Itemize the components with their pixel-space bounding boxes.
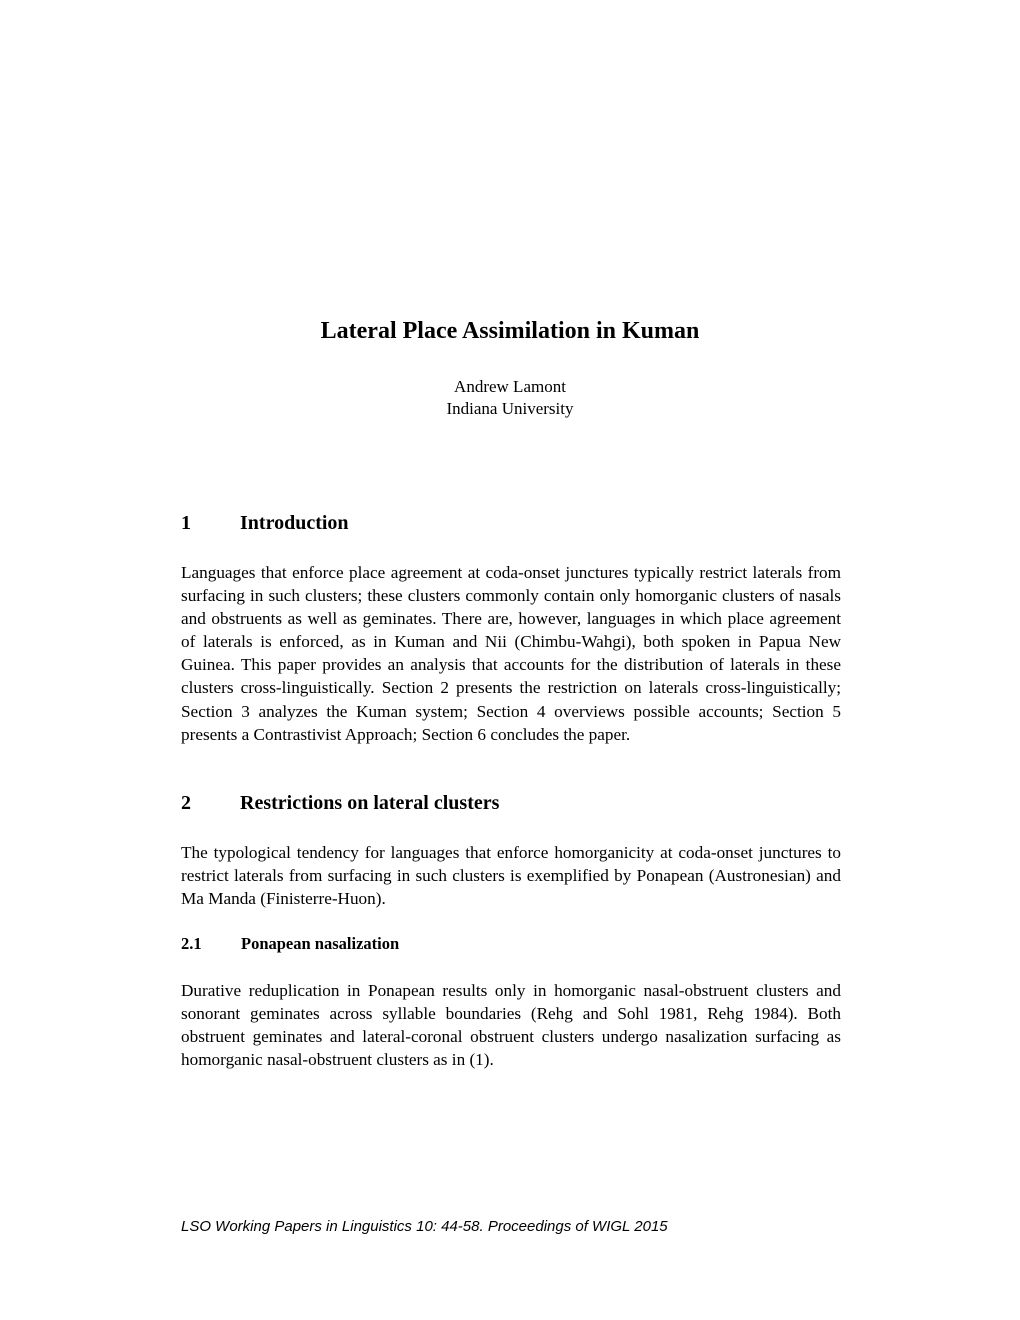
page-footer: LSO Working Papers in Linguistics 10: 44-58. Proceedings of WIGL 2015 — [181, 1218, 668, 1235]
paper-title: Lateral Place Assimilation in Kuman — [320, 318, 700, 344]
subsection-title: Ponapean nasalization — [241, 934, 400, 953]
author-block — [0, 376, 1020, 420]
section-title: Introduction — [240, 512, 349, 534]
subsection-number: 2.1 — [181, 934, 202, 953]
author-affiliation: Indiana University — [446, 399, 574, 418]
section-number: 2 — [181, 792, 191, 814]
introduction-paragraph: Languages that enforce place agreement at coda-onset junctures typically restrict laterals from surfacing in such clusters; these clusters commonly contain only homorganic clusters of nasals and obstruents as well as geminates. There are, however, languages in which place agreement of laterals is enforced, as in Kuman and Nii (Chimbu-Wahgi), both spoken in Papua New Guinea. This paper provides an analysis that accounts for the distribution of laterals in these clusters cross-linguistically. Section 2 presents the restriction on laterals cross-linguistically; Section 3 analyzes the Kuman system; Section 4 overviews possible accounts; Section 5 presents a Contrastivist Approach; Section 6 concludes the paper. — [181, 563, 841, 744]
section-heading-introduction — [181, 512, 349, 535]
section-heading-restrictions — [181, 792, 499, 815]
restrictions-paragraph: The typological tendency for languages that enforce homorganicity at coda-onset junctures to restrict laterals from surfacing in such clusters is exemplified by Ponapean (Austronesian) and Ma Manda (Finisterre-Huon). — [181, 843, 841, 909]
author-name: Andrew Lamont — [454, 377, 566, 396]
subsection-heading-ponapean — [181, 934, 399, 954]
ponapean-paragraph: Durative reduplication in Ponapean results only in homorganic nasal-obstruent clusters and sonorant geminates across syllable boundaries (Rehg and Sohl 1981, Rehg 1984). Both obstruent geminates and lateral-coronal obstruent clusters undergo nasalization surfacing as homorganic nasal-obstruent clusters as in (1). — [181, 981, 841, 1070]
section-title: Restrictions on lateral clusters — [240, 792, 500, 814]
section-number: 1 — [181, 512, 191, 534]
